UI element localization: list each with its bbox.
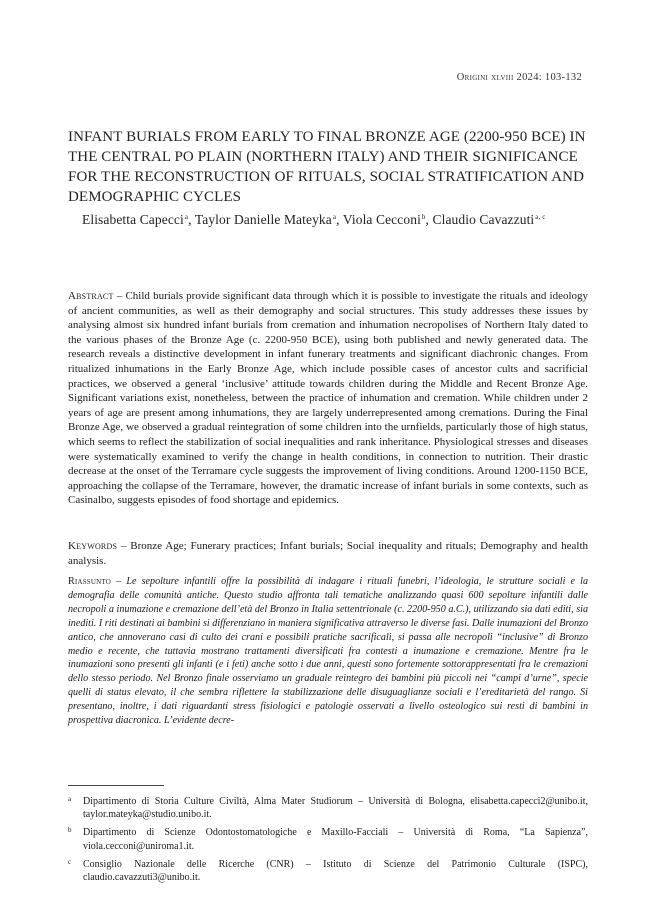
author-list: [82, 212, 602, 228]
author-affiliation-mark: a: [184, 213, 189, 221]
footnote-text: Consiglio Nazionale delle Ricerche (CNR) – Istituto di Scienze del Patrimonio Culturale (ISPC), claudio.cavazzuti3@unibo.it.: [83, 858, 588, 884]
riassunto-text: Le sepolture infantili offre la possibilità di indagare i rituali funebri, l’ideologia, le strutture sociali e la demografia delle comunità antiche. Questo studio affronta tali tematiche analizzando quasi 600 sepolture infantili dalle necropoli a inumazione e cremazione dell’età del Bronzo in Italia settentrionale (c. 2200-950 a.C.), utilizzando sia dati editi, sia inediti. I riti destinati ai bambini si differenziano in maniera significativa attraverso le diverse fasi. Dalle inumazioni del Bronzo antico, che annoverano casi di culto dei crani e possibili pratiche sacrificali, si passa alle necropoli “inclusive” di Bronzo medio e recente, che tuttavia mostrano trattamenti diversificati fra contesti a inumazione e cremazione. Mentre fra le inumazioni sono presenti gli infanti (e i feti) anche sotto i due anni, questi sono fortemente sottorappresentati fra le cremazioni dello stesso periodo. Nel Bronzo finale osserviamo un graduale reintegro dei bambini più piccoli nei “campi d’urne”, specie quelli di status elevato, il che sembra riflettere la stabilizzazione delle disuguaglianze sociali e l’ereditarietà del rango. Si presentano, inoltre, i dati riguardanti stress fisiologici e patologie osservati a livello osteologico sui resti di bambini in prospettiva diacronica. L’evidente decre-: [68, 576, 588, 727]
author-separator: ,: [188, 212, 195, 227]
author-name: Elisabetta Capecci: [82, 212, 184, 227]
footnote-text: Dipartimento di Scienze Odontostomatologiche e Maxillo-Facciali – Università di Roma, “La Sapienza”, viola.cecconi@uniroma1.it.: [83, 827, 588, 852]
author-separator: ,: [425, 212, 433, 227]
riassunto-label: Riassunto: [68, 576, 112, 587]
author-name: Viola Cecconi: [342, 212, 421, 227]
running-head: Origini xlviii 2024: 103-132: [456, 72, 582, 83]
riassunto: [68, 575, 588, 728]
riassunto-dash: –: [111, 576, 127, 587]
author-affiliation-mark: a, c: [535, 213, 546, 221]
footnote-mark: b: [68, 826, 72, 835]
abstract-dash: –: [113, 290, 126, 302]
abstract-text: Child burials provide significant data through which it is possible to investigate the rituals and ideology of ancient communities, as well as their demography and social structures. This study addresses these issues by analysing almost six hundred infant burials from cremation and inhumation necropolises of Northern Italy dated to the various phases of the Bronze Age (c. 2200-950 BCE), using both published and newly generated data. The research reveals a distinctive development in infant funerary treatments and significant diachronic changes. From ritualized inhumations in the Early Bronze Age, which include possible cases of ancestor cults and sacrificial practices, we observed a general ‘inclusive’ attitude towards children during the Middle and Recent Bronze Age. Significant variations exist, nonetheless, between the practice of inhumation and cremation. While children under 2 years of age are present among inhumations, they are largely underrepresented among cremations. During the Final Bronze Age, we observed a gradual reintegration of some children into the urnfields, particularly those of high status, which seems to reflect the stabilization of social inequalities and rank inheritance. Physiological stresses and diseases were systematically examined to verify the change in health conditions, in connection to nutrition. Their drastic decrease at the onset of the Terramare cycle suggests the improvement of living conditions. Around 1200-1150 BCE, approaching the collapse of the Terramare, however, the dramatic increase of infant burials in some contexts, such as Casinalbo, suggests episodes of food shortage and epidemics.: [68, 290, 589, 507]
keywords: [68, 539, 588, 568]
abstract-label: Abstract: [68, 290, 114, 302]
footnote-mark: c: [68, 857, 72, 866]
author-affiliation-mark: a: [332, 213, 337, 221]
article-title: INFANT BURIALS FROM EARLY TO FINAL BRONZE AGE (2200-950 BCE) IN THE CENTRAL PO PLAIN (NORTHERN ITALY) AND THEIR SIGNIFICANCE FOR THE RECONSTRUCTION OF RITUALS, SOCIAL STRATIFICATION AND DEMOGRAPHIC CYCLES: [68, 129, 586, 205]
author-affiliation-mark: b: [421, 213, 426, 221]
footnote: [68, 795, 588, 821]
footnote: [68, 826, 588, 852]
footnotes: [68, 795, 588, 889]
keywords-text: Bronze Age; Funerary practices; Infant burials; Social inequality and rituals; Demography and health analysis.: [68, 540, 588, 567]
author-separator: ,: [336, 212, 343, 227]
author-name: Taylor Danielle Mateyka: [194, 212, 332, 227]
footnote-mark: a: [68, 795, 72, 803]
footnote-divider: [68, 785, 164, 786]
author-name: Claudio Cavazzuti: [432, 212, 535, 227]
abstract: [68, 289, 588, 508]
footnote-text: Dipartimento di Storia Culture Civiltà, Alma Mater Studiorum – Università di Bologna, elisabetta.capecci2@unibo.it, taylor.mateyka@studio.unibo.it.: [83, 796, 588, 821]
keywords-label: Keywords: [68, 540, 118, 552]
keywords-dash: –: [117, 540, 131, 552]
footnote: [68, 858, 588, 884]
